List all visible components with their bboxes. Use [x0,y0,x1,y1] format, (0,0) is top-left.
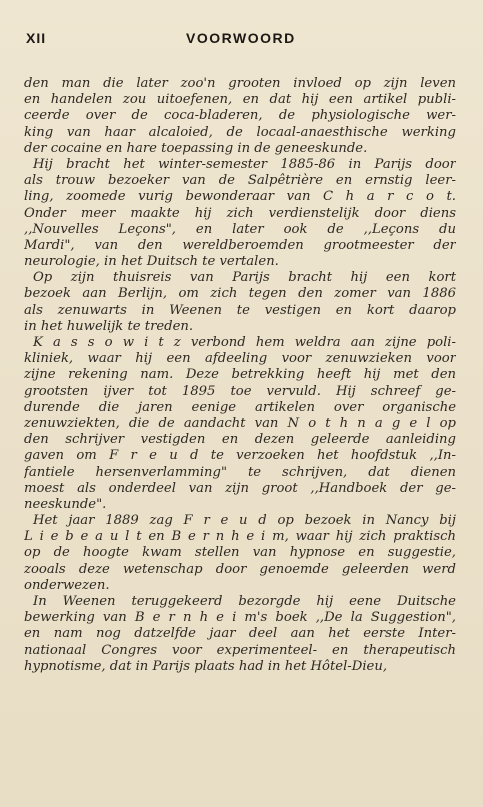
text-line: ling, zoomede vurig bewonderaar van C h a r c o t. [24,189,456,205]
text-line: onderwezen. [24,577,110,593]
text-line: grootsten ijver tot 1895 toe vervuld. Hij schreef ge- [24,383,456,399]
text-line: ,,Nouvelles Leçons", en later ook de ,,Leçons du [24,221,456,237]
text-line: hypnotisme, dat in Parijs plaats had in het Hôtel-Dieu, [24,658,388,674]
text-line: Op zijn thuisreis van Parijs bracht hij een kort [33,270,456,286]
text-line: king van haar alcaloied, de locaal-anaesthische werking [24,124,456,140]
text-line: Het jaar 1889 zag F r e u d op bezoek in Nancy bij [33,513,456,529]
text-line: L i e b e a u l t en B e r n h e i m, waar hij zich praktisch [24,529,456,545]
text-line: neeskunde". [24,496,107,512]
text-line: fantiele hersenverlamming" te schrijven, dat dienen [24,464,456,480]
text-line: den man die later zoo'n grooten invloed op zijn leven [24,76,456,91]
text-line: neurologie, in het Duitsch te vertalen. [24,254,279,270]
page-number: XII [26,30,47,46]
text-line: bezoek aan Berlijn, om zich tegen den zomer van 1886 [24,286,456,302]
text-line: moest als onderdeel van zijn groot ,,Handboek der ge- [24,480,456,496]
page-header [26,30,456,48]
text-line: durende die jaren eenige artikelen over organische [24,399,456,415]
text-line: als zenuwarts in Weenen te vestigen en kort daarop [24,302,456,318]
text-line: nationaal Congres voor experimenteel- en therapeutisch [24,642,456,658]
text-line: K a s s o w i t z verbond hem weldra aan zijne poli- [33,335,456,350]
running-head: VOORWOORD [186,30,296,46]
body-text [24,76,456,675]
text-line: Onder meer maakte hij zich verdienstelijk door diens [24,205,456,221]
paragraph [24,335,456,513]
text-line: in het huwelijk te treden. [24,318,194,334]
text-line: der cocaine en hare toepassing in de geneeskunde. [24,140,368,156]
paragraph [24,157,456,270]
text-line: zijne rekening nam. Deze betrekking heeft hij met den [24,367,456,383]
text-line: den schrijver vestigden en dezen geleerde aanleiding [24,432,456,448]
text-line: In Weenen teruggekeerd bezorgde hij eene Duitsche [33,594,456,609]
paragraph [24,270,456,335]
text-line: ceerde over de coca-bladeren, de physiologische wer- [24,108,456,124]
text-line: en handelen zou uitoefenen, en dat hij een artikel publi- [24,92,456,108]
paragraph [24,76,456,157]
text-line: als trouw bezoeker van de Salpêtrière en ernstig leer- [24,173,456,189]
text-line: Mardi", van den wereldberoemden grootmeester der [24,237,456,253]
text-line: op de hoogte kwam stellen van hypnose en suggestie, [24,545,456,561]
text-line: gaven om F r e u d te verzoeken het hoofdstuk ,,In- [24,448,456,464]
text-line: bewerking van B e r n h e i m's boek ,,De la Suggestion", [24,610,456,626]
text-line: kliniek, waar hij een afdeeling voor zenuwzieken voor [24,351,456,367]
paragraph [24,594,456,675]
text-line: Hij bracht het winter-semester 1885-86 in Parijs door [33,156,456,172]
text-line: en nam nog datzelfde jaar deel aan het eerste Inter- [24,626,456,642]
paragraph [24,513,456,594]
text-line: zooals deze wetenschap door genoemde geleerden werd [24,561,456,577]
text-line: zenuwziekten, die de aandacht van N o t h n a g e l op [24,415,456,431]
